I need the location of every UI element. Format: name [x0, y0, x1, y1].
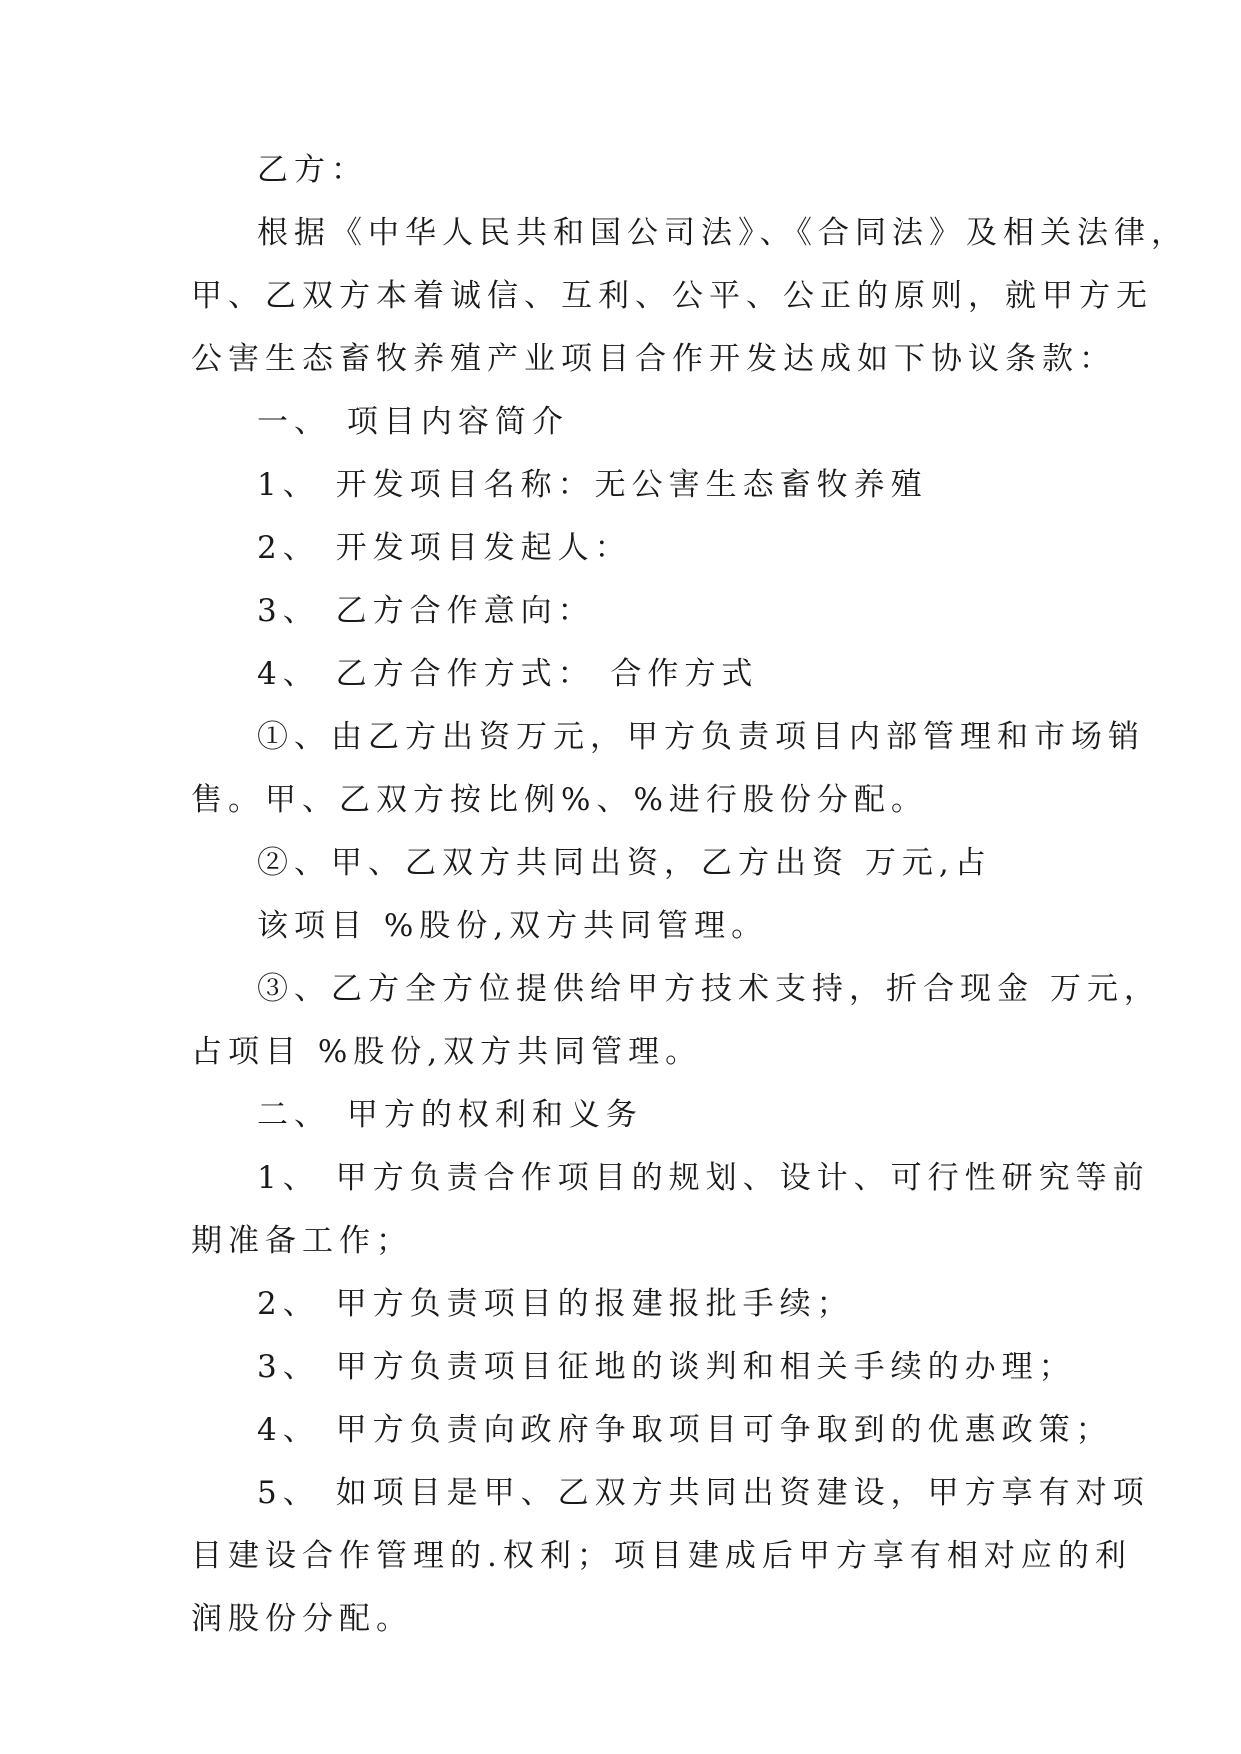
section-heading-1: 一、 项目内容简介	[257, 404, 569, 440]
text-line-item-2-2: 2、 甲方负责项目的报建报批手续；	[257, 1286, 854, 1322]
text-line-option-2a: ②、甲、乙双方共同出资，乙方出资 万元,占	[257, 845, 992, 881]
text-line-item-2-5c: 润股份分配。	[191, 1601, 413, 1637]
text-line-item-2-3: 3、 甲方负责项目征地的谈判和相关手续的办理；	[257, 1349, 1076, 1385]
text-line-option-3a: ③、乙方全方位提供给甲方技术支持，折合现金 万元，	[257, 971, 1161, 1007]
text-line-preamble-2: 甲、乙双方本着诚信、互利、公平、公正的原则，就甲方无	[191, 278, 1153, 314]
text-line-item-2-1a: 1、 甲方负责合作项目的规划、设计、可行性研究等前	[257, 1160, 1150, 1196]
text-line-preamble-1: 根据《中华人民共和国公司法》、《合同法》及相关法律，	[257, 215, 1188, 251]
text-line-item-2-4: 4、 甲方负责向政府争取项目可争取到的优惠政策；	[257, 1412, 1113, 1448]
text-line-option-1a: ①、由乙方出资万元，甲方负责项目内部管理和市场销	[257, 719, 1145, 755]
text-line-item-2-5b: 目建设合作管理的.权利；项目建成后甲方享有相对应的利	[191, 1538, 1132, 1574]
text-line-party-b: 乙方：	[257, 152, 368, 188]
text-line-option-2b: 该项目 %股份,双方共同管理。	[257, 908, 769, 944]
text-line-item-1-2: 2、 开发项目发起人：	[257, 530, 632, 566]
text-line-item-1-1: 1、 开发项目名称：无公害生态畜牧养殖	[257, 467, 928, 503]
text-line-item-1-3: 3、 乙方合作意向：	[257, 593, 595, 629]
text-line-item-1-4: 4、 乙方合作方式： 合作方式	[257, 656, 759, 692]
text-line-item-2-5a: 5、 如项目是甲、乙双方共同出资建设，甲方享有对项	[257, 1475, 1150, 1511]
text-line-option-1b: 售。甲、乙双方按比例%、%进行股份分配。	[191, 782, 928, 818]
text-line-option-3b: 占项目 %股份,双方共同管理。	[191, 1034, 703, 1070]
text-line-item-2-1b: 期准备工作；	[191, 1223, 413, 1259]
text-line-preamble-3: 公害生态畜牧养殖产业项目合作开发达成如下协议条款：	[191, 341, 1116, 377]
section-heading-2: 二、 甲方的权利和义务	[257, 1097, 643, 1133]
